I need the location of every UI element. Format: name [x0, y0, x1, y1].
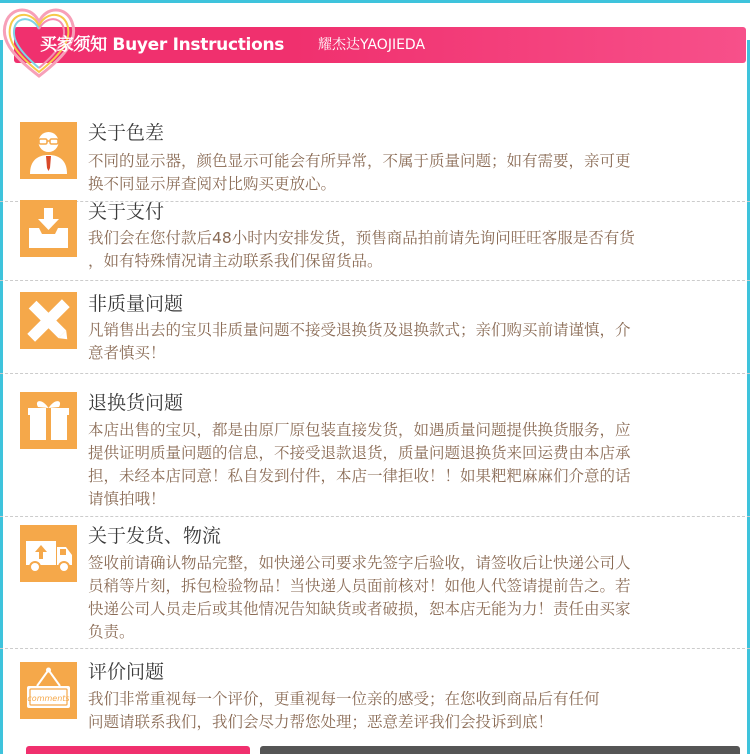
section-title-non-quality: 非质量问题	[88, 293, 184, 315]
section-body-reviews	[88, 688, 730, 734]
body-line: ，如有特殊情况请主动联系我们保留货品。	[88, 252, 383, 270]
ruler-pencil-cross-icon	[20, 292, 77, 349]
body-line: 请慎拍哦！	[88, 490, 166, 508]
section-title-payment: 关于支付	[88, 201, 165, 223]
section-divider	[0, 280, 750, 281]
svg-text:comments: comments	[27, 694, 70, 703]
section-title-color-difference: 关于色差	[88, 122, 165, 144]
section-body-color-difference	[88, 150, 730, 196]
section-title-reviews: 评价问题	[88, 661, 165, 683]
body-line: 问题请联系我们，我们会尽力帮您处理；恶意差评我们会投诉到底！	[88, 713, 554, 731]
delivery-truck-icon	[20, 525, 77, 582]
footer-tab-dark	[260, 746, 740, 754]
body-line: 凡销售出去的宝贝非质量问题不接受退换货及退换款式；亲们购买前请谨慎，介	[88, 321, 631, 339]
comments-sign-icon	[20, 662, 77, 719]
section-divider	[0, 648, 750, 649]
body-line: 不同的显示器，颜色显示可能会有所异常，不属于质量问题；如有需要，亲可更	[88, 152, 631, 170]
inbox-download-icon	[20, 200, 77, 257]
body-line: 快递公司人员走后或其他情况告知缺货或者破损，恕本店无能为力！责任由买家	[88, 600, 631, 618]
section-divider	[0, 373, 750, 374]
brand-name: 耀杰达YAOJIEDA	[318, 37, 426, 53]
body-line: 我们非常重视每一个评价，更重视每一位亲的感受；在您收到商品后有任何	[88, 690, 600, 708]
gift-box-icon	[20, 392, 77, 449]
footer-tab-pink	[26, 746, 250, 754]
section-title-returns: 退换货问题	[88, 392, 184, 414]
person-glasses-icon	[20, 122, 77, 179]
section-body-shipping	[88, 552, 730, 644]
section-divider	[0, 516, 750, 517]
body-line: 换不同显示屏查阅对比购买更放心。	[88, 175, 337, 193]
frame-top-border	[0, 0, 750, 3]
body-line: 签收前请确认物品完整，如快递公司要求先签字后验收，请签收后让快递公司人	[88, 554, 631, 572]
body-line: 员稍等片刻，拆包检验物品！当快递人员面前核对！如他人代签请提前告之。若	[88, 577, 631, 595]
body-line: 提供证明质量问题的信息，不接受退款退货，质量问题退换货来回运费由本店承	[88, 444, 631, 462]
section-body-payment	[88, 227, 730, 273]
body-line: 本店出售的宝贝，都是由原厂原包装直接发货，如遇质量问题提供换货服务，应	[88, 421, 631, 439]
section-body-non-quality	[88, 319, 730, 365]
body-line: 我们会在您付款后48小时内安排发货，预售商品拍前请先询问旺旺客服是否有货	[88, 229, 635, 247]
section-body-returns	[88, 419, 730, 511]
frame-left-border	[0, 40, 3, 754]
body-line: 担，未经本店同意！私自发到付件，本店一律拒收！！如果粑粑麻麻们介意的话	[88, 467, 631, 485]
page-title: 买家须知 Buyer Instructions	[40, 35, 285, 55]
body-line: 意者慎买！	[88, 344, 166, 362]
body-line: 负责。	[88, 623, 135, 641]
section-title-shipping: 关于发货、物流	[88, 525, 222, 547]
